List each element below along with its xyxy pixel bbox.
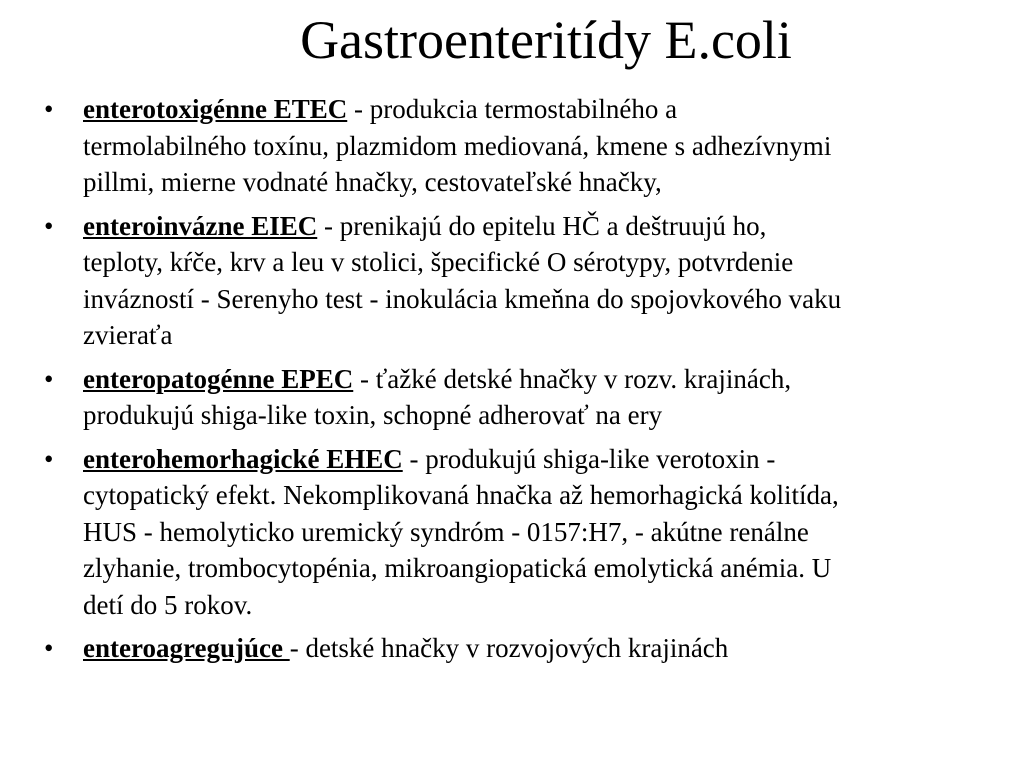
bullet-first-line [83,361,1024,398]
bullet-text: - prenikajú do epitelu HČ a deštruujú ho, [317,210,767,241]
bullet-line: zlyhanie, trombocytopénia, mikroangiopatická emolytická anémia. U [83,553,832,583]
bullet-text: - produkcia termostabilného a [347,94,678,124]
bullet-dot-icon [44,91,64,128]
bullet-item-etec [44,91,1024,201]
bullet-term: enterohemorhagické EHEC [83,443,403,474]
bullet-text: - detské hnačky v rozvojových krajinách [289,633,729,663]
bullet-term: enterotoxigénne ETEC [83,94,348,124]
bullet-text: - ťažké detské hnačky v rozv. krajinách, [353,363,792,394]
bullet-line: pillmi, mierne vodnaté hnačky, cestovateľské hnačky, [83,167,662,197]
bullet-item-eiec [44,208,1024,354]
bullet-line: cytopatický efekt. Nekomplikovaná hnačka až hemorhagická kolitída, [83,480,839,510]
bullet-dot-icon [44,361,64,398]
bullet-first-line [83,91,1024,128]
bullet-first-line [83,630,1024,667]
bullet-line: produkujú shiga-like toxin, schopné adherovať na ery [83,400,663,430]
bullet-text: - produkujú shiga-like verotoxin - [402,443,776,474]
bullet-term: enteroagregujúce [83,633,290,663]
bullet-dot-icon [44,441,64,478]
bullet-line: teploty, kŕče, krv a leu v stolici, špecifické O sérotypy, potvrdenie [83,247,794,277]
bullet-line: invázností - Serenyho test - inokulácia kmeňna do spojovkového vaku [83,283,842,314]
bullet-item-ehec [44,441,1024,624]
bullet-first-line [83,441,1024,478]
bullet-term: enteroinvázne EIEC [83,210,318,241]
bullet-item-eaec [44,630,1024,667]
bullet-line: HUS - hemolyticko uremický syndróm - 0157:H7, - akútne renálne [83,516,809,547]
bullet-line: detí do 5 rokov. [83,589,253,620]
bullet-dot-icon [44,630,64,667]
bullet-first-line [83,208,1024,245]
bullet-line: zvieraťa [83,320,173,350]
bullet-list [44,91,1024,674]
bullet-line: termolabilného toxínu, plazmidom mediovaná, kmene s adhezívnymi [83,130,832,161]
bullet-item-epec [44,361,1024,434]
bullet-term: enteropatogénne EPEC [83,363,354,394]
bullet-dot-icon [44,208,64,245]
slide-title: Gastroenteritídy E.coli [300,10,792,70]
